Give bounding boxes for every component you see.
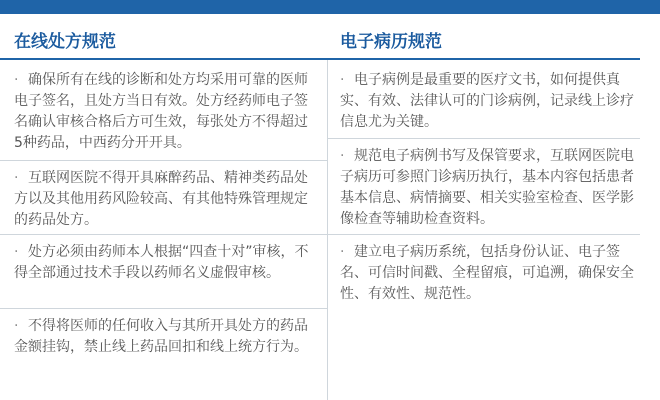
bullet-dot-icon: · [14,244,19,260]
row-divider [328,234,640,235]
bullet-dot-icon: · [340,244,345,260]
bullet-dot-icon: · [340,72,345,88]
column-title-electronic-records: 电子病历规范 [340,32,442,52]
header-divider [0,58,640,60]
bullet-text: 确保所有在线的诊断和处方均采用可靠的医师电子签名，且处方当日有效。处方经药师电子签名确认审核合格后方可生效，每张处方不得超过5种药品，中西药分开开具。 [14,72,308,151]
bullet-text: 处方必须由药师本人根据“四查十对”审核，不得全部通过技术手段以药师名义虚假审核。 [14,244,309,281]
bullet-dot-icon: · [340,148,345,164]
column-title-online-prescription: 在线处方规范 [14,32,116,52]
row-divider [0,160,327,161]
bullet-text: 电子病例是最重要的医疗文书，如何提供真实、有效、法律认可的门诊病例，记录线上诊疗信息尤为关键。 [340,72,634,130]
list-item [14,242,314,284]
bullet-text: 建立电子病历系统，包括身份认证、电子签名、可信时间戳、全程留痕，可追溯，确保安全性、有效性、规范性。 [340,244,634,302]
list-item [14,70,314,154]
list-item [14,168,314,231]
bullet-dot-icon: · [14,318,19,334]
row-divider [0,234,327,235]
row-divider [0,308,327,309]
list-item [340,146,640,230]
row-divider [328,138,640,139]
list-item [340,70,640,133]
bullet-dot-icon: · [14,72,19,88]
bullet-text: 互联网医院不得开具麻醉药品、精神类药品处方以及其他用药风险较高、有其他特殊管理规定的药品处方。 [14,170,308,228]
bullet-text: 规范电子病例书写及保管要求，互联网医院电子病历可参照门诊病历执行，基本内容包括患者基本信息、病情摘要、相关实验室检查、医学影像检查等辅助检查资料。 [340,148,634,227]
top-accent-bar [0,0,660,14]
bullet-dot-icon: · [14,170,19,186]
bullet-text: 不得将医师的任何收入与其所开具处方的药品金额挂钩，禁止线上药品回扣和线上统方行为。 [14,318,308,355]
list-item [340,242,640,305]
column-divider [327,60,328,400]
list-item [14,316,314,358]
